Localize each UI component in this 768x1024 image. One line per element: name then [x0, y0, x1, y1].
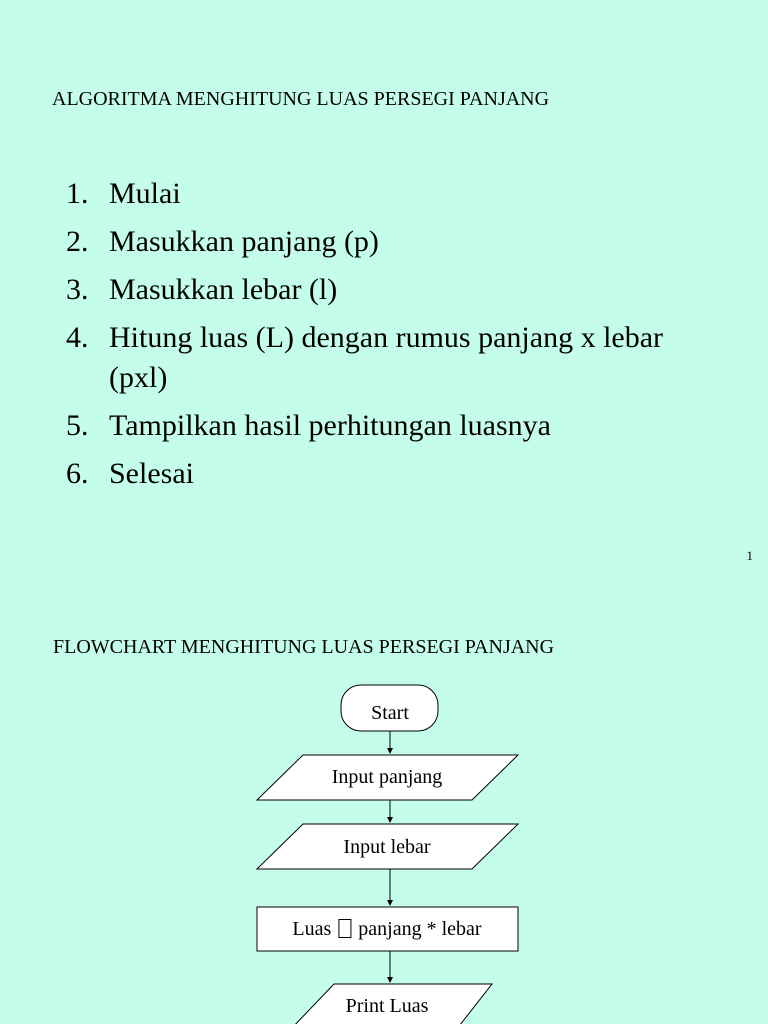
list-item [66, 318, 706, 398]
algorithm-title: ALGORITMA MENGHITUNG LUAS PERSEGI PANJANG [52, 88, 550, 110]
list-item [66, 270, 706, 310]
step-text: Masukkan lebar (l) [109, 273, 338, 306]
output-label: Print Luas [345, 995, 429, 1017]
step-number: 2. [66, 225, 89, 258]
list-item [66, 222, 706, 262]
flowchart-diagram [0, 600, 768, 1024]
slide-flowchart [0, 600, 768, 1024]
input-lebar-label: Input lebar [343, 836, 431, 858]
start-label: Start [371, 702, 409, 724]
input-panjang-label: Input panjang [331, 766, 443, 788]
process-label [292, 917, 481, 941]
step-number: 4. [66, 321, 89, 354]
step-number: 6. [66, 457, 89, 490]
process-left-text: Luas [292, 918, 332, 940]
step-text: Masukkan panjang (p) [109, 225, 379, 258]
list-item [66, 406, 706, 446]
page-number: 1 [746, 548, 753, 563]
list-item [66, 174, 706, 214]
step-text: Mulai [109, 177, 181, 210]
process-right-text: panjang * lebar [358, 918, 482, 940]
step-text: Hitung luas (L) dengan rumus panjang x lebar (pxl) [109, 321, 664, 394]
step-number: 1. [66, 177, 89, 210]
list-item [66, 454, 706, 494]
step-number: 3. [66, 273, 89, 306]
flowchart-title: FLOWCHART MENGHITUNG LUAS PERSEGI PANJANG [53, 636, 555, 658]
assign-arrow-icon [338, 919, 351, 938]
step-number: 5. [66, 409, 89, 442]
step-text: Selesai [109, 457, 194, 490]
step-text: Tampilkan hasil perhitungan luasnya [109, 409, 551, 442]
algorithm-steps [66, 174, 706, 502]
